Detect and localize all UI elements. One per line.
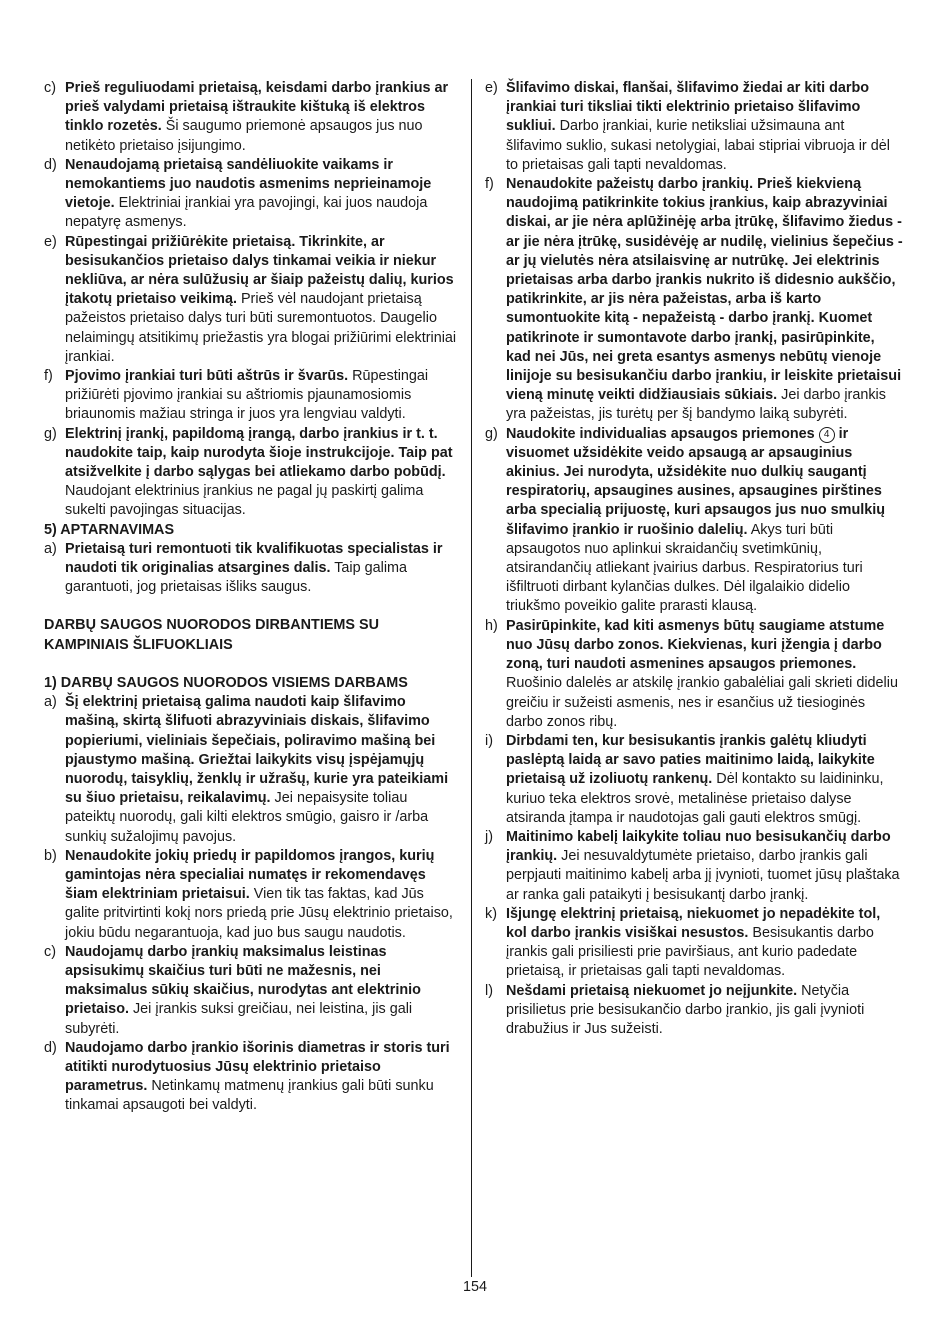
item-label: h): [485, 617, 498, 634]
item-label: c): [44, 80, 56, 96]
item-label: k): [485, 905, 497, 922]
item-label: g): [485, 425, 498, 442]
item-text: Darbo įrankiai, kurie netiksliai užsimauna ant šlifavimo suklio, sukasi netolygiai, labai stipriai vibruoja ir dėl to prietaisas gali tapti nevaldomas.: [506, 118, 890, 173]
item-bold-text: Elektrinį įrankį, papildomą įrangą, darbo įrankius ir t. t. naudokite taip, kaip nurodyta šioje instrukcijoje. Taip pat atsižvelkite į darbo sąlygas bei atliekamo darbo pobūdį.: [65, 425, 453, 481]
safety-item-f-prior: [44, 367, 460, 425]
safety-item-c: [44, 943, 460, 1039]
safety-item-c-prior: [44, 79, 460, 156]
item-text: Netyčia prisilietus prie besisukančio darbo įrankio, jis gali įvynioti drabužius ir Jus sužeisti.: [506, 982, 865, 1037]
item-bold-text: Pjovimo įrankiai turi būti aštrūs ir švarūs.: [65, 368, 349, 385]
safety-item-g-prior: [44, 425, 460, 521]
safety-item-a: [44, 693, 460, 847]
safety-item-i: [485, 732, 903, 828]
item-label: a): [44, 540, 57, 557]
safety-item-g: [485, 425, 903, 617]
right-column: [485, 79, 903, 1039]
item-text: Besisukantis darbo įrankis gali prisiliesti prie paviršiaus, ant kurio padedate prietaisą, ir prietaisas gali tapti nevaldomas.: [506, 924, 874, 980]
item-text: Vien tik tas faktas, kad Jūs galite pritvirtinti kokį nors priedą prie Jūsų elektrinio prietaiso, jokiu būdu negarantuoja, kad juo bus saugu naudotis.: [65, 886, 453, 941]
main-heading: DARBŲ SAUGOS NUORODOS DIRBANTIEMS SU KAMPINIAIS ŠLIFUOKLIAIS: [44, 617, 379, 653]
item-bold-text: Nenaudokite jokių priedų ir papildomos įrangos, kurių gamintojas nėra specialiai numatęs ir rekomendavęs šiam elektriniam prietaisui.: [65, 847, 435, 903]
item-text: Jei darbo įrankis yra pažeistas, jis turėtų per šį bandymo laiką subyrėti.: [506, 387, 886, 423]
item-bold-text: Šlifavimo diskai, flanšai, šlifavimo žiedai ar kiti darbo įrankiai turi tiksliai tikti elektrinio prietaiso šlifavimo sukliui.: [506, 80, 870, 135]
item-text: Akys turi būti apsaugotos nuo aplinkui skraidančių svetimkūnių, atsirandančių atliekant įvairius darbus. Respiratorius turi išfiltruoti dirbant kylančias dulkes. Dėl ilgalaikio didelio triukšmo poveikio galite prarasti klausą.: [506, 521, 863, 615]
item-text: Netinkamų matmenų įrankius gali būti sunku tinkamai apsaugoti bei valdyti.: [65, 1078, 434, 1114]
item-bold-text: Dirbdami ten, kur besisukantis įrankis galėtų kliudyti paslėptą laidą ar savo paties maitinimo laidą, laikykite prietaisą už izoliuotų rankenų.: [506, 732, 875, 788]
item-label: g): [44, 425, 57, 442]
item-label: c): [44, 943, 56, 960]
item-bold-text: Maitinimo kabelį laikykite toliau nuo besisukančių darbo įrankių.: [506, 828, 891, 865]
column-divider: [471, 79, 472, 1277]
item-text: Dėl kontakto su laidininku, kuriuo teka elektros srovė, metalinėse prietaiso dalyse atsiranda įtampa ir naudotojas gali gauti elektros smūgį.: [506, 771, 884, 826]
safety-item-e: [485, 79, 903, 175]
safety-item-l: [485, 982, 903, 1040]
item-bold-text: Išjungę elektrinį prietaisą, niekuomet jo nepadėkite tol, kol darbo įrankis visiškai nesustos.: [506, 905, 881, 941]
safety-item-k: [485, 905, 903, 982]
safety-item-b: [44, 847, 460, 943]
item-text: Elektriniai įrankiai yra pavojingi, kai juos naudoja nepatyrę asmenys.: [65, 195, 428, 231]
item-bold-text: Naudojamų darbo įrankių maksimalus leistinas apsisukimų skaičius turi būti ne mažesnis, nei maksimalus sūkių skaičius, nurodytas ant elektrinio prietaiso.: [65, 943, 421, 1018]
item-text: Jei įrankis suksi greičiau, nei leistina, jis gali subyrėti.: [65, 1001, 413, 1037]
item-label: a): [44, 694, 57, 711]
item-bold-text: Nenaudokite pažeistų darbo įrankių. Prieš kiekvieną naudojimą patikrinkite tokius įrankius, kaip abrazyviniai diskai, ar jie nėra aplūžinėję arba įtrūkę, šlifavimo žiedus - ar jie nėra įtrūkę, susidėvėję ar nudilę, vielinius šepečius - ar jų vielutės nėra atsilaisvinę ar nutrūkę. Jei elektrinis prietaisas arba darbo įrankis nukrito iš didesnio aukščio, patikrinkite, ar jis nėra pažeistas, arba iš karto sumontuokite kitą - nepažeistą - darbo įrankį. Kuomet patikrinote ir sumontavote darbo įrankį, pasirūpinkite, kad nei Jūs, nei greta esantys asmenys nebūtų vienoje linijoje su besisukančiu darbo įrankiu, ir leiskite prietaisui vieną minutę veikti didžiausiais sūkiais.: [506, 176, 903, 404]
item-label: d): [44, 156, 57, 173]
safety-item-f: [485, 175, 903, 425]
sub-heading: 1) DARBŲ SAUGOS NUORODOS VISIEMS DARBAMS: [44, 674, 408, 691]
item-text: Taip galima garantuoti, jog prietaisas išliks saugus.: [65, 560, 408, 596]
item-bold-text: Rūpestingai prižiūrėkite prietaisą. Tikrinkite, ar besisukančios prietaiso dalys tinkamai veikia ir niekur nekliūva, ar nėra sulūžusių ar šiaip pažeistų dalių, kurios įtakotų prietaiso veikimą.: [65, 233, 454, 308]
item-text: Prieš vėl naudojant prietaisą pažeistos prietaiso dalys turi būti suremontuotos. Daugelio nelaimingų atsitikimų priežastis yra blogai prižiūrimi elektriniai įrankiai.: [65, 291, 457, 365]
item-label: f): [485, 176, 494, 193]
item-text: Jei nesuvaldytumėte prietaiso, darbo įrankis gali perpjauti maitinimo kabelį arba jį įvynioti, tuomet jūsų plaštaka ar ranka gali pataikyti į besisukantį darbo įrankį.: [506, 848, 900, 903]
item-label: l): [485, 982, 493, 999]
item-label: e): [485, 80, 498, 96]
safety-item-h: [485, 617, 903, 732]
item-bold-text: ir visuomet užsidėkite veido apsaugą ar apsauginius akinius. Jei nurodyta, užsidėkite nuo dulkių saugantį respiratorių, apsaugines ausines, apsaugines pirštines arba specialią prijuostę, kuri apsaugos jus nuo smulkių šlifavimo įrankio ir ruošinio dalelių.: [506, 425, 886, 538]
item-bold-text: Naudojamo darbo įrankio išorinis diametras ir storis turi atitikti nurodytuosius Jūsų elektrinio prietaiso parametrus.: [65, 1039, 450, 1095]
item-label: e): [44, 233, 57, 250]
item-text: Ruošinio dalelės ar atskilę įrankio gabalėliai gali skrieti dideliu greičiu ir sužeisti asmenis, nes ir esančius už tiesioginės darbo zonos ribų.: [506, 675, 898, 730]
item-bold-text: Prietaisą turi remontuoti tik kvalifikuotas specialistas ir naudoti tik originalias atsargines dalis.: [65, 540, 443, 577]
item-bold-text: Nenaudojamą prietaisą sandėliuokite vaikams ir nemokantiems juo naudotis asmenims neprieinamoje vietoje.: [65, 156, 432, 212]
figure-reference-circle: 4: [819, 427, 835, 443]
safety-item-e-prior: [44, 233, 460, 367]
left-column: [44, 79, 460, 1116]
item-label: d): [44, 1039, 57, 1056]
item-text: Jei nepaisysite toliau pateiktų nuorodų, gali kilti elektros smūgio, gaisro ir /arba sunkių sužalojimų pavojus.: [65, 790, 429, 845]
safety-item-d: [44, 1039, 460, 1116]
item-text: Rūpestingai prižiūrėti pjovimo įrankiai su aštriomis pjaunamosiomis briaunomis mažiau stringa ir juos yra lengviau valdyti.: [65, 368, 429, 423]
item-text: Naudojant elektrinius įrankius ne pagal jų paskirtį galima sukelti pavojingas situacijas.: [65, 483, 424, 519]
safety-item-j: [485, 828, 903, 905]
item-label: j): [485, 828, 493, 845]
item-label: i): [485, 732, 493, 749]
page-number: 154: [462, 1279, 487, 1295]
item-bold-text: Šį elektrinį prietaisą galima naudoti kaip šlifavimo mašiną, skirtą šlifuoti abrazyviniais diskais, šlifavimo popieriumi, vieliniais šepečiais, poliravimo mašiną bei pjaustymo mašiną. Griežtai laikykits visų įspėjamųjų nuorodų, taisyklių, ženklų ir užrašų, kurie yra pateikiami su šiuo prietaisu, reikalavimų.: [65, 694, 449, 807]
safety-item-a-service: [44, 540, 460, 598]
item-bold-text: Nešdami prietaisą niekuomet jo neįjunkite.: [506, 982, 798, 999]
safety-item-d-prior: [44, 156, 460, 233]
section-heading-service: 5) APTARNAVIMAS: [44, 521, 175, 538]
item-bold-text: Prieš reguliuodami prietaisą, keisdami darbo įrankius ar prieš valydami prietaisą ištraukite kištuką iš elektros tinklo rozetės.: [65, 80, 449, 135]
item-bold-text: Naudokite individualias apsaugos priemones: [506, 425, 819, 442]
item-text: Ši saugumo priemonė apsaugos jus nuo netikėto prietaiso įsijungimo.: [65, 118, 423, 154]
item-bold-text: Pasirūpinkite, kad kiti asmenys būtų saugiame atstume nuo Jūsų darbo zonos. Kiekvienas, kuri įžengia į darbo zoną, turi naudoti asmenines apsaugos priemones.: [506, 617, 885, 673]
item-label: f): [44, 368, 53, 385]
item-label: b): [44, 847, 57, 864]
